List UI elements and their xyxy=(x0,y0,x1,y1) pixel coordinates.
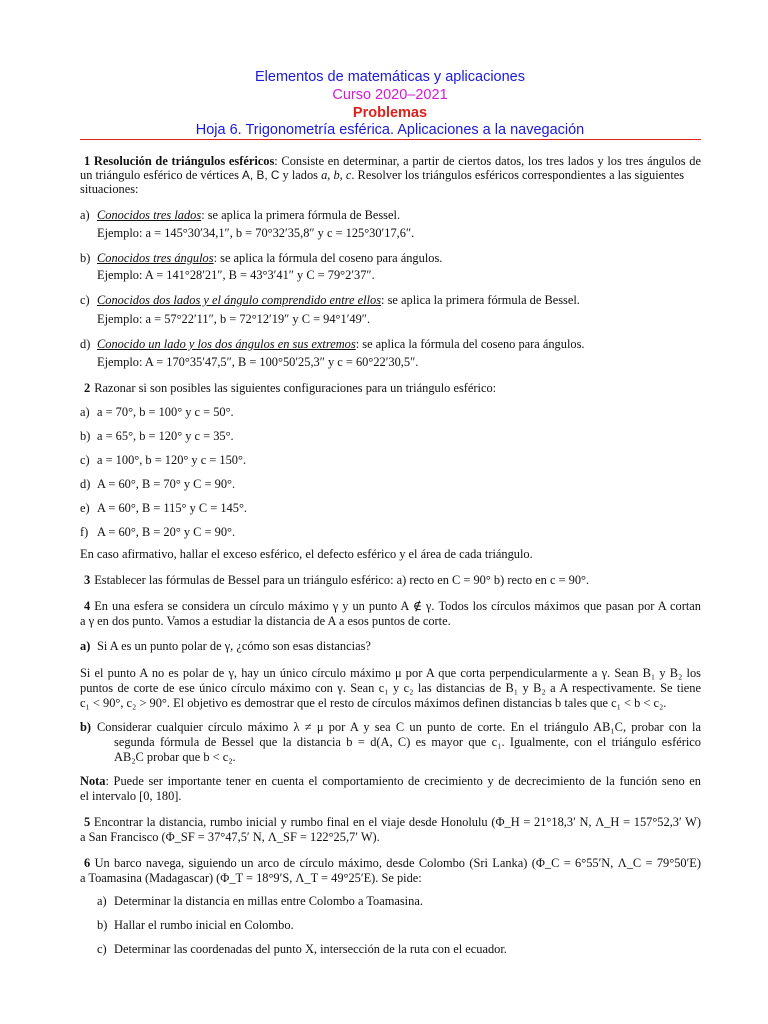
problem-6-item-b xyxy=(97,918,701,933)
item-text: : se aplica la primera fórmula de Bessel. xyxy=(381,293,580,307)
item-text: Considerar cualquier círculo máximo λ ≠ μ por A y sea C un punto de corte. En el triángulo AB₁C, probar con la xyxy=(97,720,701,734)
problem-1-text: : Consiste en determinar, a partir de ciertos datos, los tres lados y los tres ángulos de xyxy=(274,154,701,168)
item-text: A = 60°, B = 70° y C = 90°. xyxy=(97,477,236,491)
item-label: c) xyxy=(97,942,107,956)
item-label: b) xyxy=(80,429,91,443)
item-text: A = 60°, B = 20° y C = 90°. xyxy=(97,525,236,539)
problem-1-example-a: Ejemplo: a = 145°30′34,1″, b = 70°32′35,8″ y c = 125°30′17,6″. xyxy=(97,226,415,240)
item-label: c) xyxy=(80,453,90,467)
item-label: d) xyxy=(80,477,91,491)
item-label: b) xyxy=(80,720,92,734)
item-text: Determinar la distancia en millas entre Colombo a Toamasina. xyxy=(114,894,423,908)
problem-number: 5 xyxy=(84,815,91,829)
problem-3 xyxy=(80,573,701,588)
note-label: Nota xyxy=(80,774,106,788)
problem-2-item-e xyxy=(80,501,701,516)
note-text: : Puede ser importante tener en cuenta el comportamiento de crecimiento y de decrecimiento de la función seno en xyxy=(105,774,701,788)
problem-2-item-a xyxy=(80,405,701,420)
problem-4-para-2: puntos de corte de ese único círculo máximo con γ. Sean c₁ y c₂ las distancias de B₁ y B₂ a A respectivamente. Se tiene xyxy=(80,681,701,695)
problem-2-intro xyxy=(80,381,701,396)
sheet-title: Hoja 6. Trigonometría esférica. Aplicaciones a la navegación xyxy=(195,122,585,138)
item-text: a = 70°, b = 100° y c = 50°. xyxy=(97,405,234,419)
item-text: A = 60°, B = 115° y C = 145°. xyxy=(97,501,247,515)
section-title: Problemas xyxy=(352,105,428,121)
problem-4-note-line-1 xyxy=(80,774,701,789)
item-title: Conocidos tres lados xyxy=(97,208,202,222)
item-label: a) xyxy=(80,639,91,653)
problem-2-item-b xyxy=(80,429,701,444)
problem-1-item-c xyxy=(80,293,701,308)
problem-4-para-1: Si el punto A no es polar de γ, hay un único círculo máximo μ por A que corta perpendicularmente a γ. Sean B₁ y B₂ los xyxy=(80,666,701,680)
problem-1-item-b xyxy=(80,251,701,266)
item-label: d) xyxy=(80,337,91,351)
problem-1-line-2 xyxy=(80,168,701,183)
sides-label: a, b, c xyxy=(321,168,352,182)
item-text: Hallar el rumbo inicial en Colombo. xyxy=(114,918,294,932)
problem-1-line-3: situaciones: xyxy=(80,182,139,196)
item-label: a) xyxy=(80,208,90,222)
item-text: a = 65°, b = 120° y c = 35°. xyxy=(97,429,234,443)
problem-4-note-line-2: el intervalo [0, 180]. xyxy=(80,789,182,803)
problem-1-title: Resolución de triángulos esféricos xyxy=(93,154,275,168)
problem-1-item-a xyxy=(80,208,701,223)
problem-1-text: y lados xyxy=(279,168,322,182)
item-text: Si A es un punto polar de γ, ¿cómo son esas distancias? xyxy=(97,639,371,653)
problem-6-line-1 xyxy=(80,856,701,871)
problem-number: 4 xyxy=(84,599,91,613)
problem-1-line-1 xyxy=(80,154,701,169)
item-label: c) xyxy=(80,293,90,307)
item-text: : se aplica la primera fórmula de Bessel. xyxy=(201,208,401,222)
problem-text: Encontrar la distancia, rumbo inicial y rumbo final en el viaje desde Honolulu (Φ_H = 21°18,3′ N, Λ_H = 157°52,3′ W) xyxy=(93,815,701,829)
problem-5-line-1 xyxy=(80,815,701,830)
item-label: e) xyxy=(80,501,90,515)
item-title: Conocidos tres ángulos xyxy=(97,251,214,265)
item-title: Conocido un lado y los dos ángulos en sus extremos xyxy=(97,337,356,351)
problem-1-example-d: Ejemplo: A = 170°35′47,5″, B = 100°50′25,3″ y c = 60°22′30,5″. xyxy=(97,355,419,369)
course-title: Elementos de matemáticas y aplicaciones xyxy=(255,69,525,85)
problem-text: Razonar si son posibles las siguientes configuraciones para un triángulo esférico: xyxy=(94,381,497,395)
problem-5-line-2: a San Francisco (Φ_SF = 37°47,5′ N, Λ_SF = 122°25,7′ W). xyxy=(80,830,380,844)
problem-text: Un barco navega, siguiendo un arco de círculo máximo, desde Colombo (Sri Lanka) (Φ_C = 6°55′N, Λ_C = 79°50′E) xyxy=(94,856,701,870)
problem-2-item-c xyxy=(80,453,701,468)
item-label: a) xyxy=(80,405,90,419)
problem-1-example-b: Ejemplo: A = 141°28′21″, B = 43°3′41″ y C = 79°2′37″. xyxy=(97,268,375,282)
problem-number: 6 xyxy=(84,856,91,870)
problem-6-item-a xyxy=(97,894,701,909)
problem-number: 3 xyxy=(84,573,91,587)
problem-4-item-b-line-3: AB₂C probar que b < c₂. xyxy=(114,750,236,764)
problem-1-text: . Resolver los triángulos esféricos correspondientes a las siguientes xyxy=(351,168,685,182)
problem-4-line-2: a γ en dos punto. Vamos a estudiar la distancia de A a esos puntos de corte. xyxy=(80,614,451,628)
item-label: f) xyxy=(80,525,89,539)
item-label: b) xyxy=(97,918,108,932)
problem-6-line-2: a Toamasina (Madagascar) (Φ_T = 18°9′S, Λ_T = 49°25′E). Se pide: xyxy=(80,871,422,885)
item-label: a) xyxy=(97,894,107,908)
item-label: b) xyxy=(80,251,91,265)
problem-text: En una esfera se considera un círculo máximo γ y un punto A ∉ γ. Todos los círculos máximos que pasan por A cortan xyxy=(94,599,701,613)
problem-4-item-b-line-1 xyxy=(80,720,701,735)
problem-2-item-d xyxy=(80,477,701,492)
problem-1-item-d xyxy=(80,337,701,352)
problem-number: 2 xyxy=(84,381,91,395)
item-text: : se aplica la fórmula del coseno para ángulos. xyxy=(213,251,443,265)
item-text: : se aplica la fórmula del coseno para ángulos. xyxy=(355,337,585,351)
problem-number: 1 xyxy=(84,154,91,168)
problem-text: Establecer las fórmulas de Bessel para un triángulo esférico: a) recto en C = 90° b) recto en c = 90°. xyxy=(94,573,590,587)
problem-1-example-c: Ejemplo: a = 57°22′11″, b = 72°12′19″ y C = 94°1′49″. xyxy=(97,312,371,326)
problem-4-line-1 xyxy=(80,599,701,614)
header-divider xyxy=(80,139,701,140)
course-year: Curso 2020–2021 xyxy=(332,87,448,103)
problem-4-item-b-line-2: segunda fórmula de Bessel que la distancia b = d(A, C) es mayor que c₁. Igualmente, con el triángulo esférico xyxy=(114,735,701,749)
problem-4-para-3: c₁ < 90°, c₂ > 90°. El objetivo es demostrar que el resto de círculos máximos definen distancias b tales que c₁ < b < c₂. xyxy=(80,696,667,710)
item-title: Conocidos dos lados y el ángulo comprendido entre ellos xyxy=(97,293,382,307)
vertices-label: A, B, C xyxy=(242,168,280,182)
problem-2-closing: En caso afirmativo, hallar el exceso esférico, el defecto esférico y el área de cada triángulo. xyxy=(80,547,533,561)
problem-1-text: un triángulo esférico de vértices xyxy=(80,168,243,182)
problem-2-item-f xyxy=(80,525,701,540)
problem-4-item-a xyxy=(80,639,701,654)
item-text: a = 100°, b = 120° y c = 150°. xyxy=(97,453,247,467)
item-text: Determinar las coordenadas del punto X, intersección de la ruta con el ecuador. xyxy=(114,942,507,956)
problem-6-item-c xyxy=(97,942,701,957)
